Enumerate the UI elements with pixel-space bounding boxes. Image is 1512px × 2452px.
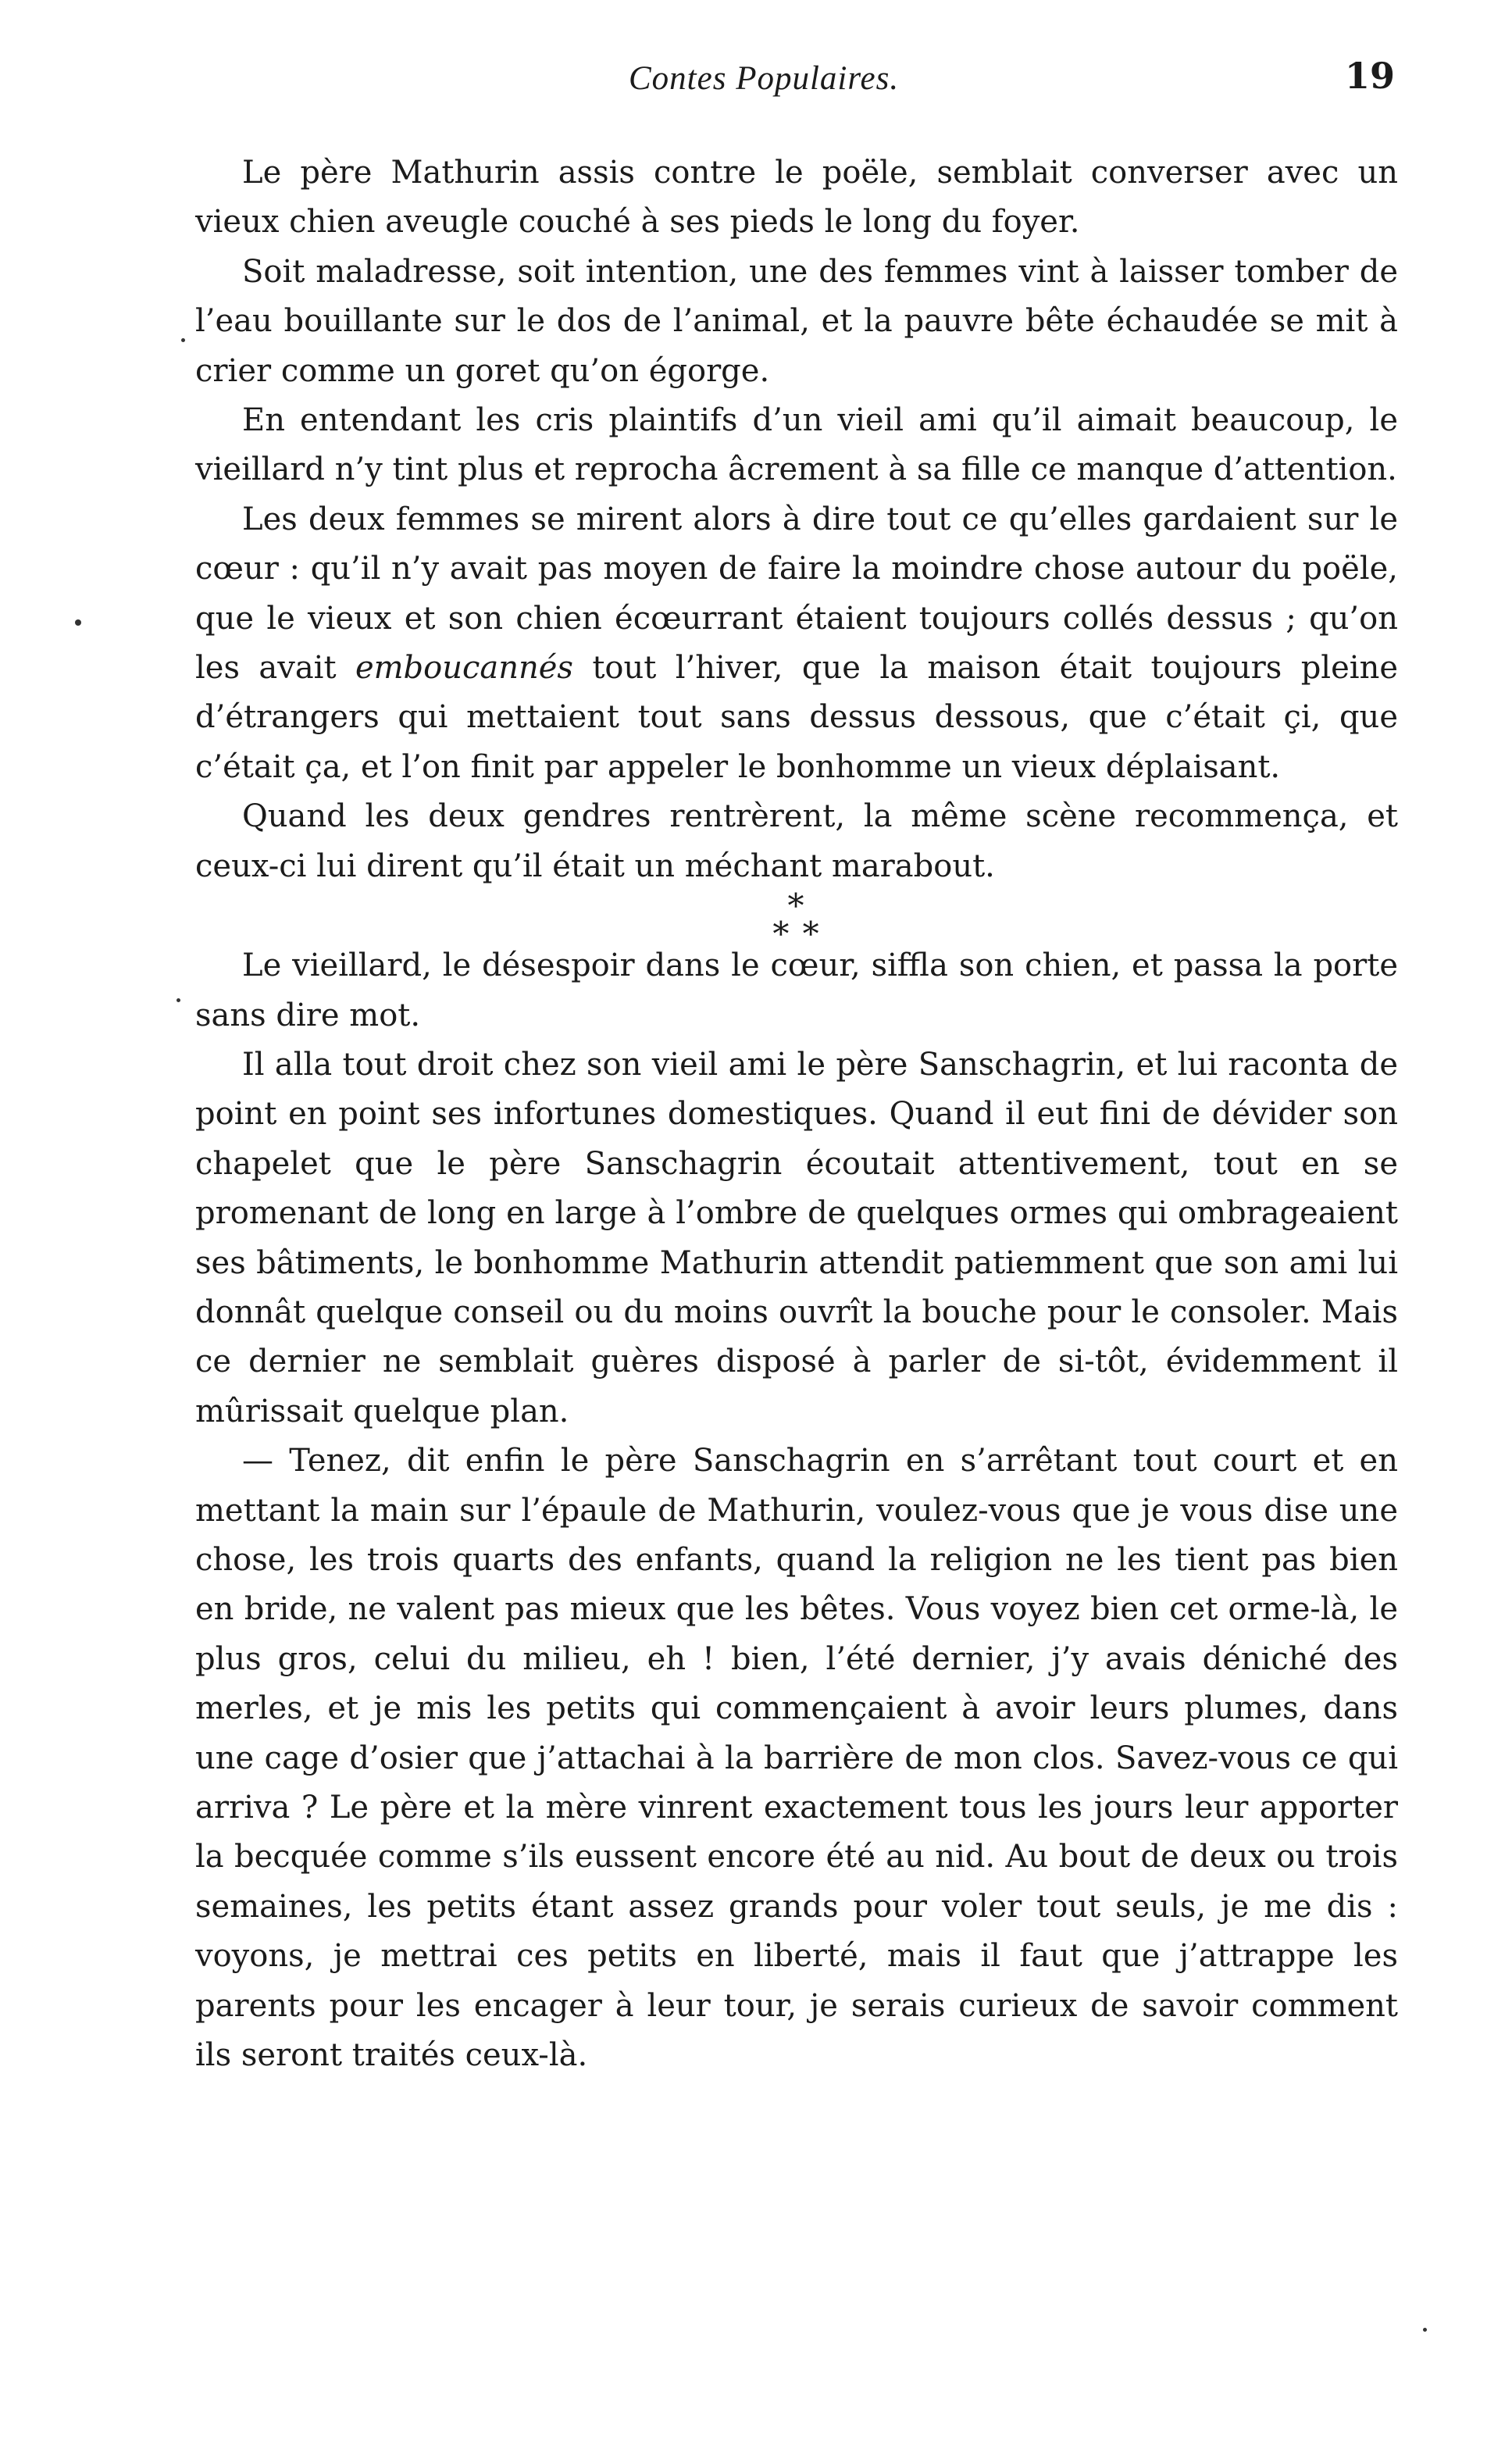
scan-speck — [177, 998, 180, 1002]
body-text — [195, 148, 1398, 2080]
scan-speck — [1423, 2328, 1427, 2332]
paragraph: — Tenez, dit enfin le père Sanschagrin en s’arrêtant tout court et en mettant la main sur l’épaule de Mathurin, voulez-vous que je vous dise une chose, les trois quarts des enfants, quand la religion ne les tient pas bien en bride, ne valent pas mieux que les bêtes. Vous voyez bien cet orme-là, le plus gros, celui du milieu, eh ! bien, l’été dernier, j’y avais déniché des merles, et je mis les petits qui commençaient à avoir leurs plumes, dans une cage d’osier que j’attachai à la barrière de mon clos. Savez-vous ce qui arriva ? Le père et la mère vinrent exactement tous les jours leur apporter la becquée comme s’ils eussent encore été au nid. Au bout de deux ou trois semaines, les petits étant assez grands pour voler tout seuls, je me dis : voyons, je mettrai ces petits en liberté, mais il faut que j’attrappe les parents pour les encager à leur tour, je serais curieux de savoir comment ils seront traités ceux-là. — [195, 1443, 1398, 2074]
scan-speck — [181, 338, 185, 342]
paragraph: Le père Mathurin assis contre le poële, semblait converser avec un vieux chien aveugle couché à ses pieds le long du foyer. — [195, 155, 1398, 241]
asterism-bottom: * * — [772, 915, 821, 954]
paragraph: Quand les deux gendres rentrèrent, la même scène recommença, et ceux-ci lui dirent qu’il était un méchant marabout. — [195, 798, 1398, 884]
running-title: Contes Populaires. — [629, 60, 900, 97]
paragraph: En entendant les cris plaintifs d’un vieil ami qu’il aimait beaucoup, le vieillard n’y tint plus et reprocha âcrement à sa fille ce manque d’attention. — [195, 402, 1398, 488]
paragraph: Soit maladresse, soit intention, une des femmes vint à laisser tomber de l’eau bouillante sur le dos de l’animal, et la pauvre bête échaudée se mit à crier comme un goret qu’on égorge. — [195, 253, 1398, 389]
paragraph-text: Les deux femmes se mirent alors à dire tout ce qu’elles gardaient sur le cœur : qu’il n’y avait pas moyen de faire la moindre chose autour du poële, que le vieux et son chien écœurrant étaient toujours collés dessus ; qu’on les avait — [195, 501, 1398, 687]
paragraph-text: tout l’hiver, que la maison était toujours pleine d’étrangers qui mettaient tout sans dessus dessous, que c’était çi, que c’était ça, et l’on finit par appeler le bonhomme un vieux déplaisant. — [195, 650, 1399, 785]
paragraph: Le vieillard, le désespoir dans le cœur, siffla son chien, et passa la porte sans dire mot. — [195, 948, 1398, 1033]
section-separator — [195, 887, 1398, 954]
running-head — [195, 55, 1398, 117]
paragraph: Il alla tout droit chez son vieil ami le père Sanschagrin, et lui raconta de point en point ses infortunes domestiques. Quand il eut fini de dévider son chapelet que le père Sanschagrin écoutait attentivement, tout en se promenant de long en large à l’ombre de quelques ormes qui ombrageaient ses bâtiments, le bonhomme Mathurin attendit patiemment que son ami lui donnât quelque conseil ou du moins ouvrît la bouche pour le consoler. Mais ce dernier ne semblait guères disposé à parler de si-tôt, évidemment il mûrissait quelque plan. — [195, 1046, 1398, 1429]
paragraph — [195, 495, 1398, 792]
page-number: 19 — [1344, 55, 1395, 97]
asterism-top: * — [787, 887, 806, 926]
italic-word: emboucannés — [355, 650, 573, 687]
scan-speck — [75, 619, 81, 626]
